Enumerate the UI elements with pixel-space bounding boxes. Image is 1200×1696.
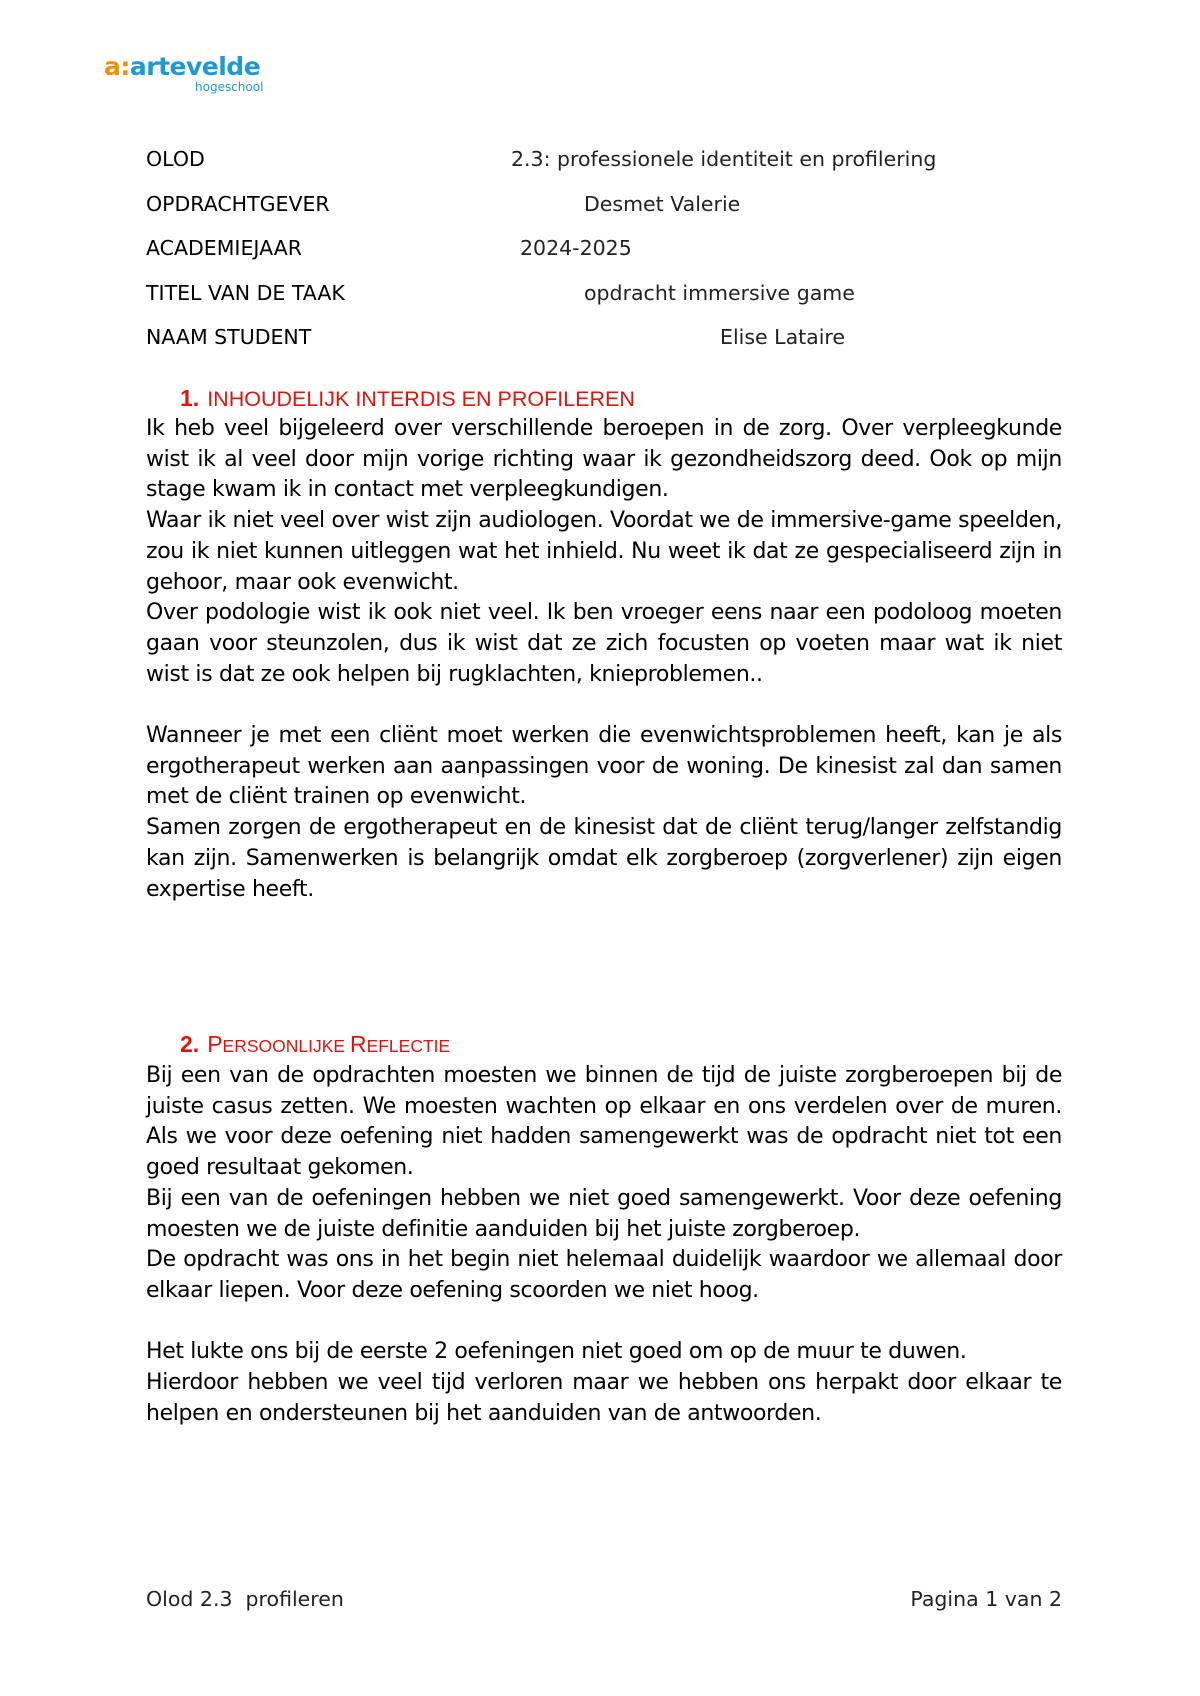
meta-row-olod xyxy=(146,144,1066,189)
section-1-body xyxy=(146,414,1062,905)
paragraph: Bij een van de oefeningen hebben we niet goed samengewerkt. Voor deze oefening moesten we de juiste definitie aanduiden bij het juiste zorgberoep. xyxy=(146,1185,1062,1242)
footer-page-number: Pagina 1 van 2 xyxy=(910,1587,1062,1611)
section-title-initial: R xyxy=(349,1031,367,1057)
logo-name: artevelde xyxy=(129,52,261,81)
meta-row-academiejaar xyxy=(146,233,1066,278)
section-title-initial: P xyxy=(207,1031,223,1057)
paragraph: Samen zorgen de ergotherapeut en de kinesist dat de cliënt terug/langer zelfstandig kan zijn. Samenwerken is belangrijk omdat elk zorgberoep (zorgverlener) zijn eigen expertise heeft. xyxy=(146,815,1062,902)
paragraph: Ik heb veel bijgeleerd over verschillende beroepen in de zorg. Over verpleegkunde wist ik al veel door mijn vorige richting waar ik gezondheidszorg deed. Ook op mijn stage kwam ik in contact met verpleegkundigen. xyxy=(146,416,1062,503)
artevelde-logo xyxy=(104,52,264,110)
section-title-rest: ERSOONLIJKE xyxy=(222,1036,350,1056)
paragraph: Bij een van de opdrachten moesten we binnen de tijd de juiste zorgberoepen bij de juiste casus zetten. We moesten wachten op elkaar en ons verdelen over de muren. Als we voor deze oefening niet hadden samengewerkt was de opdracht niet tot een goed resultaat gekomen. xyxy=(146,1063,1062,1181)
section-title-rest: EFLECTIE xyxy=(366,1036,451,1056)
meta-label: OLOD xyxy=(146,147,205,171)
meta-label: ACADEMIEJAAR xyxy=(146,236,302,260)
section-2-body xyxy=(146,1061,1062,1429)
paragraph: Over podologie wist ik ook niet veel. Ik ben vroeger eens naar een podoloog moeten gaan voor steunzolen, dus ik wist dat ze zich focusten op voeten maar wat ik niet wist is dat ze ook helpen bij rugklachten, knieproblemen.. xyxy=(146,600,1062,687)
meta-value: opdracht immersive game xyxy=(584,280,855,305)
paragraph: De opdracht was ons in het begin niet helemaal duidelijk waardoor we allemaal door elkaar liepen. Voor deze oefening scoorden we niet hoog. xyxy=(146,1247,1062,1303)
paragraph: Wanneer je met een cliënt moet werken die evenwichtsproblemen heeft, kan je als ergotherapeut werken aan aanpassingen voor de woning. De kinesist zal dan samen met de cliënt trainen op evenwicht. xyxy=(146,723,1062,810)
logo-subtitle: hogeschool xyxy=(195,80,264,94)
section-title: INHOUDELIJK INTERDIS EN PROFILEREN xyxy=(207,387,635,411)
meta-label: TITEL VAN DE TAAK xyxy=(146,280,345,305)
meta-value: Elise Lataire xyxy=(720,325,846,349)
section-number: 1. xyxy=(180,385,200,411)
logo-mark: a: xyxy=(104,52,130,81)
section-1-heading xyxy=(180,383,635,414)
meta-value: Desmet Valerie xyxy=(584,191,741,216)
meta-row-titel xyxy=(146,278,1066,323)
paragraph-spacer xyxy=(146,1307,1062,1338)
meta-value: 2.3: professionele identiteit en profilering xyxy=(511,147,937,171)
paragraph-spacer xyxy=(146,690,1062,721)
footer-course: Olod 2.3 profileren xyxy=(146,1587,344,1611)
paragraph: Waar ik niet veel over wist zijn audiologen. Voordat we de immersive-game speelden, zou ik niet kunnen uitleggen wat het inhield. Nu weet ik dat ze gespecialiseerd zijn in gehoor, maar ook evenwicht. xyxy=(146,508,1062,595)
meta-value: 2024-2025 xyxy=(520,236,632,260)
logo-wordmark xyxy=(104,52,260,82)
section-2-heading xyxy=(180,1029,450,1061)
meta-row-opdrachtgever xyxy=(146,189,1066,234)
paragraph: Het lukte ons bij de eerste 2 oefeningen niet goed om op de muur te duwen. xyxy=(146,1339,967,1365)
section-number: 2. xyxy=(180,1031,200,1057)
meta-row-naam xyxy=(146,322,1066,367)
meta-label: OPDRACHTGEVER xyxy=(146,191,330,216)
meta-label: NAAM STUDENT xyxy=(146,325,312,349)
document-meta xyxy=(146,144,1066,367)
paragraph: Hierdoor hebben we veel tijd verloren maar we hebben ons herpakt door elkaar te helpen en ondersteunen bij het aanduiden van de antwoorden. xyxy=(146,1370,1062,1426)
